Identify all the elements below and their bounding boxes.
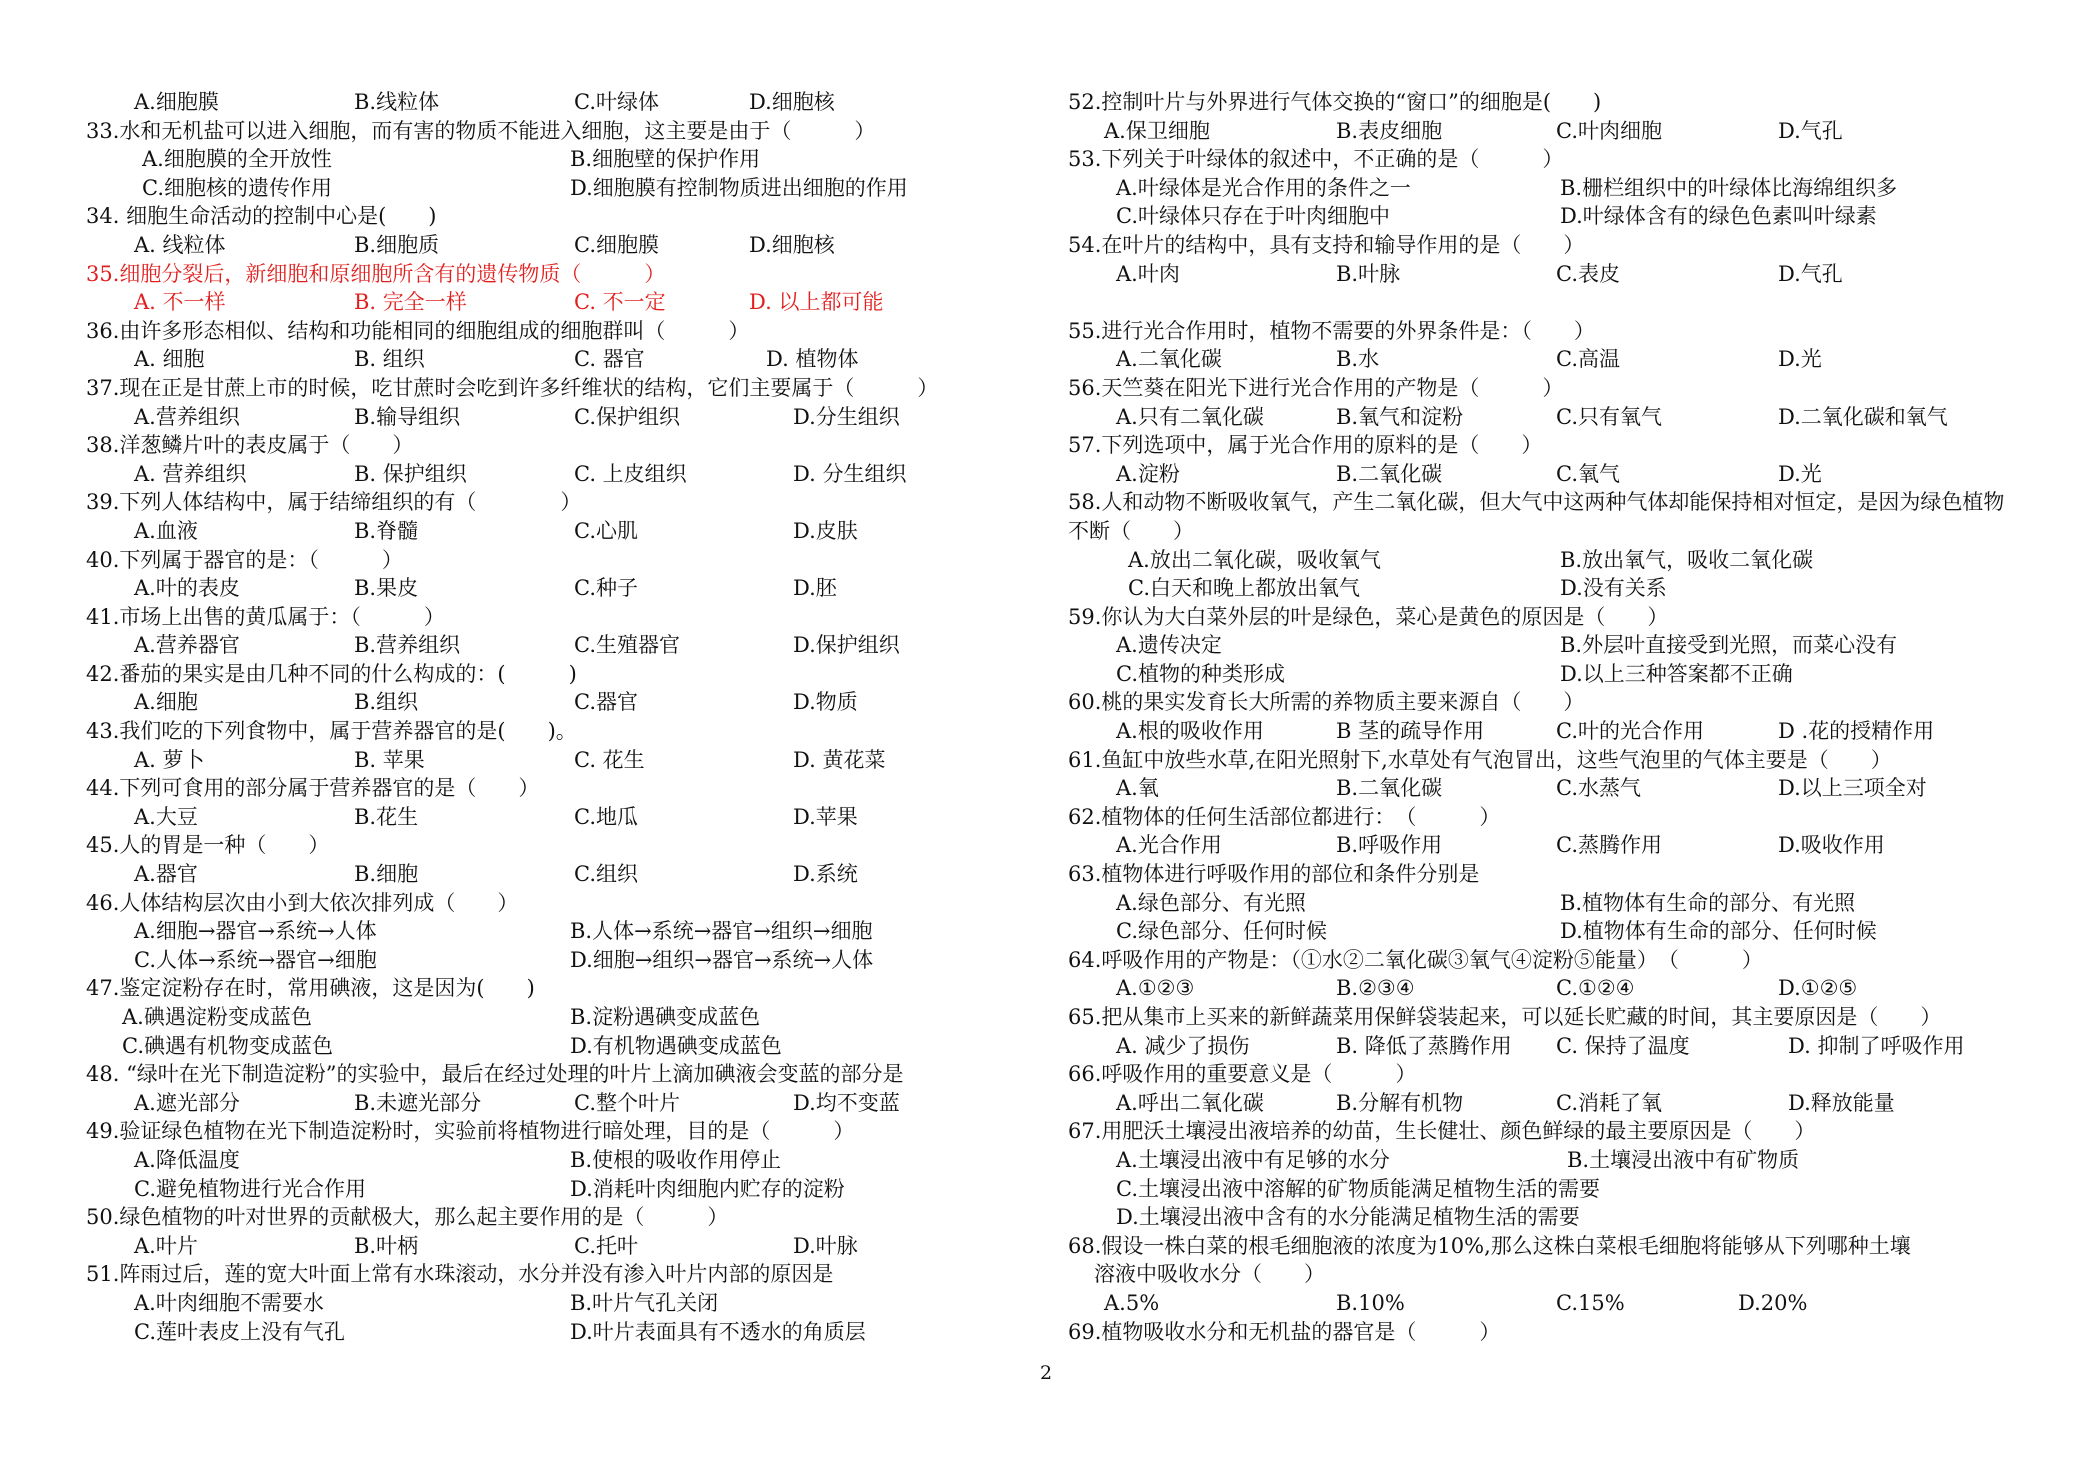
answer-option: B.②③④ [1336, 976, 1415, 1001]
answer-options-row [1068, 974, 2023, 1003]
answer-option: B.二氧化碳 [1336, 461, 1443, 486]
answer-option: B.叶片气孔关闭 [570, 1290, 719, 1315]
answer-option: D.以上三种答案都不正确 [1560, 661, 1793, 686]
answer-option: A.绿色部分、有光照 [1116, 890, 1306, 915]
question-text: 65.把从集市上买来的新鲜蔬菜用保鲜袋装起来，可以延长贮藏的时间，其主要原因是（ ） [1068, 1005, 1942, 1029]
answer-option: A.淀粉 [1116, 461, 1180, 486]
answer-option: A.叶肉细胞不需要水 [134, 1290, 324, 1315]
answer-option: D.光 [1778, 347, 1822, 372]
answer-option: A.碘遇淀粉变成蓝色 [122, 1005, 312, 1029]
answer-option: D. 植物体 [766, 347, 859, 372]
answer-option: A. 线粒体 [134, 232, 226, 257]
answer-option: A.叶片 [134, 1233, 198, 1258]
answer-option: C. 花生 [574, 747, 645, 772]
answer-option: C.消耗了氧 [1556, 1090, 1662, 1115]
answer-option: D.均不变蓝 [793, 1090, 900, 1115]
answer-option: C.地瓜 [574, 804, 638, 829]
answer-options-row [86, 1289, 1031, 1318]
answer-options-row [86, 1232, 1031, 1261]
answer-option: B. 保护组织 [354, 461, 467, 486]
answer-options-row [86, 946, 1031, 975]
answer-option: B.二氧化碳 [1336, 776, 1443, 801]
right-column [1068, 88, 2023, 1346]
answer-option: B.表皮细胞 [1336, 118, 1443, 143]
question-text: 61.鱼缸中放些水草,在阳光照射下,水草处有气泡冒出，这些气泡里的气体主要是（ ） [1068, 747, 1892, 772]
answer-options-row [86, 88, 1031, 117]
answer-options-row [86, 1318, 1031, 1347]
answer-option: B.淀粉遇碘变成蓝色 [570, 1005, 761, 1029]
question-text: 44.下列可食用的部分属于营养器官的是（ ） [86, 776, 540, 801]
question-text: 33.水和无机盐可以进入细胞，而有害的物质不能进入细胞，这主要是由于（ ） [86, 118, 876, 143]
question-text: 41.市场上出售的黄瓜属于：（ ） [86, 604, 445, 629]
answer-options-row [86, 231, 1031, 260]
answer-option: C.细胞核的遗传作用 [142, 175, 332, 200]
answer-option: A.氧 [1116, 776, 1159, 801]
answer-option: A.保卫细胞 [1104, 118, 1210, 143]
answer-option: C.只有氧气 [1556, 404, 1662, 429]
answer-option: D.物质 [793, 690, 858, 715]
question-text: 67.用肥沃土壤浸出液培养的幼苗，生长健壮、颜色鲜绿的最主要原因是（ ） [1068, 1119, 1816, 1144]
answer-option: D.没有关系 [1560, 576, 1667, 601]
answer-option: B. 苹果 [354, 747, 425, 772]
answer-options-row [86, 1032, 1031, 1061]
answer-options-row [1068, 1089, 2023, 1118]
answer-option: B.氧气和淀粉 [1336, 404, 1464, 429]
answer-option: C.①②④ [1556, 976, 1635, 1001]
answer-option: A. 萝卜 [134, 747, 205, 772]
answer-options-row [86, 917, 1031, 946]
answer-option: C.植物的种类形成 [1116, 661, 1285, 686]
answer-option: C.细胞膜 [574, 232, 659, 257]
answer-option: D.20% [1738, 1290, 1808, 1315]
answer-options-row [86, 1146, 1031, 1175]
answer-option: B.花生 [354, 804, 419, 829]
question-text: 69.植物吸收水分和无机盐的器官是（ ） [1068, 1319, 1501, 1344]
answer-option: B.分解有机物 [1336, 1090, 1464, 1115]
answer-options-row [86, 746, 1031, 775]
question-text: 51.阵雨过后，莲的宽大叶面上常有水珠滚动，水分并没有渗入叶片内部的原因是 [86, 1262, 834, 1287]
question-text: 57.下列选项中，属于光合作用的原料的是（ ） [1068, 433, 1543, 458]
answer-option: C.生殖器官 [574, 633, 680, 658]
answer-option: A.放出二氧化碳，吸收氧气 [1128, 547, 1381, 572]
answer-options-row [1068, 574, 2023, 603]
answer-options-row [1068, 717, 2023, 746]
answer-options-row [86, 688, 1031, 717]
answer-option: A.光合作用 [1116, 833, 1222, 858]
answer-option: B.水 [1336, 347, 1380, 372]
answer-option: C.心肌 [574, 518, 638, 543]
answer-option: C. 不一定 [574, 290, 666, 315]
answer-options-row [1068, 774, 2023, 803]
answer-option: A.细胞膜 [134, 90, 219, 114]
left-column [86, 88, 1031, 1346]
question-text: 46.人体结构层次由小到大依次排列成（ ） [86, 890, 519, 915]
answer-option: C.碘遇有机物变成蓝色 [122, 1033, 333, 1058]
answer-option: B 茎的疏导作用 [1336, 719, 1485, 744]
answer-option: D .花的授精作用 [1778, 719, 1935, 744]
question-text: 37.现在正是甘蔗上市的时候，吃甘蔗时会吃到许多纤维状的结构，它们主要属于（ ） [86, 375, 939, 400]
answer-option: C.土壤浸出液中溶解的矿物质能满足植物生活的需要 [1116, 1176, 1600, 1201]
answer-option: D.植物体有生命的部分、任何时候 [1560, 919, 1877, 944]
answer-options-row [1068, 1032, 2023, 1061]
answer-option: A. 不一样 [134, 290, 226, 315]
answer-option: B.营养组织 [354, 633, 461, 658]
answer-options-row [1068, 260, 2023, 289]
answer-options-row [86, 1003, 1031, 1032]
answer-option: D.气孔 [1778, 261, 1843, 286]
answer-option: A.营养组织 [134, 404, 240, 429]
answer-options-row [86, 403, 1031, 432]
answer-option: D.有机物遇碘变成蓝色 [570, 1033, 782, 1058]
answer-option: D. 以上都可能 [749, 290, 884, 315]
answer-option: C.高温 [1556, 347, 1620, 372]
question-text: 35.细胞分裂后，新细胞和原细胞所含有的遗传物质（ ） [86, 261, 666, 286]
answer-option: D.细胞膜有控制物质进出细胞的作用 [570, 175, 908, 200]
answer-option: A.器官 [134, 862, 198, 887]
answer-option: D.叶绿体含有的绿色色素叫叶绿素 [1560, 204, 1877, 229]
answer-option: A.叶绿体是光合作用的条件之一 [1116, 175, 1411, 200]
answer-option: D.细胞核 [749, 232, 835, 257]
answer-option: D.系统 [793, 862, 858, 887]
answer-option: D.细胞→组织→器官→系统→人体 [570, 947, 874, 972]
answer-option: C.组织 [574, 862, 638, 887]
answer-option: D.土壤浸出液中含有的水分能满足植物生活的需要 [1116, 1205, 1580, 1230]
answer-option: D.吸收作用 [1778, 833, 1885, 858]
question-text: 42.番茄的果实是由几种不同的什么构成的：( ) [86, 661, 577, 686]
answer-option: A.土壤浸出液中有足够的水分 [1116, 1147, 1390, 1172]
answer-option: B.输导组织 [354, 404, 461, 429]
question-text: 56.天竺葵在阳光下进行光合作用的产物是（ ） [1068, 375, 1564, 400]
question-text: 63.植物体进行呼吸作用的部位和条件分别是 [1068, 862, 1480, 887]
question-text: 49.验证绿色植物在光下制造淀粉时，实验前将植物进行暗处理，目的是（ ） [86, 1119, 855, 1144]
answer-options-row [86, 631, 1031, 660]
answer-option: D.①②⑤ [1778, 976, 1858, 1001]
answer-option: A.细胞 [134, 690, 198, 715]
answer-option: B.放出氧气，吸收二氧化碳 [1560, 547, 1814, 572]
answer-option: B.细胞壁的保护作用 [570, 147, 761, 172]
answer-option: C.15% [1556, 1290, 1625, 1315]
question-text: 53.下列关于叶绿体的叙述中，不正确的是（ ） [1068, 147, 1564, 172]
question-text: 50.绿色植物的叶对世界的贡献极大，那么起主要作用的是（ ） [86, 1205, 729, 1230]
answer-option: C.氧气 [1556, 461, 1620, 486]
answer-option: B.植物体有生命的部分、有光照 [1560, 890, 1856, 915]
question-text: 55.进行光合作用时，植物不需要的外界条件是：（ ） [1068, 318, 1595, 343]
answer-option: B.人体→系统→器官→组织→细胞 [570, 919, 873, 944]
answer-option: C.种子 [574, 576, 638, 601]
answer-options-row [86, 1089, 1031, 1118]
answer-option: D.光 [1778, 461, 1822, 486]
answer-option: A.①②③ [1116, 976, 1195, 1001]
answer-options-row [1068, 174, 2023, 203]
answer-option: B.土壤浸出液中有矿物质 [1567, 1147, 1800, 1172]
question-text: 48. “绿叶在光下制造淀粉”的实验中，最后在经过处理的叶片上滴加碘液会变蓝的部分是 [86, 1062, 904, 1087]
question-text: 68.假设一株白菜的根毛细胞液的浓度为10%,那么这株白菜根毛细胞将能够从下列哪种土壤 [1068, 1233, 1911, 1258]
answer-option: D.消耗叶肉细胞内贮存的淀粉 [570, 1176, 845, 1201]
answer-options-row [86, 174, 1031, 203]
answer-option: A.叶肉 [1116, 261, 1180, 286]
answer-options-row [1068, 631, 2023, 660]
answer-option: D.叶片表面具有不透水的角质层 [570, 1319, 866, 1344]
answer-option: D.保护组织 [793, 633, 900, 658]
answer-option: D.气孔 [1778, 118, 1843, 143]
question-text: 43.我们吃的下列食物中，属于营养器官的是( )。 [86, 719, 577, 744]
question-text: 60.桃的果实发育长大所需的养物质主要来源自（ ） [1068, 690, 1585, 715]
question-text: 54.在叶片的结构中，具有支持和输导作用的是（ ） [1068, 232, 1585, 257]
answer-option: B.叶柄 [354, 1233, 419, 1258]
question-text: 34. 细胞生命活动的控制中心是( ) [86, 204, 437, 229]
answer-option: A.根的吸收作用 [1116, 719, 1264, 744]
question-text: 58.人和动物不断吸收氧气，产生二氧化碳，但大气中这两种气体却能保持相对恒定，是因为绿色植物不断（ ） [1068, 490, 2005, 543]
answer-options-row [1068, 460, 2023, 489]
answer-option: B.细胞质 [354, 232, 440, 257]
answer-option: D.释放能量 [1788, 1090, 1895, 1115]
answer-option: C.叶绿体 [574, 90, 659, 114]
answer-option: B.栅栏组织中的叶绿体比海绵组织多 [1560, 175, 1898, 200]
answer-options-row [1068, 546, 2023, 575]
answer-options-row [1068, 1146, 2023, 1175]
answer-option: A.大豆 [134, 804, 198, 829]
question-text: 66.呼吸作用的重要意义是（ ） [1068, 1062, 1417, 1087]
answer-options-row [86, 345, 1031, 374]
answer-options-row [86, 860, 1031, 889]
answer-option: A.血液 [134, 518, 198, 543]
answer-options-row [86, 803, 1031, 832]
answer-option: C.绿色部分、任何时候 [1116, 919, 1327, 944]
answer-options-row [86, 145, 1031, 174]
answer-option: B.脊髓 [354, 518, 419, 543]
answer-option: D. 抑制了呼吸作用 [1788, 1033, 1965, 1058]
answer-option: B.线粒体 [354, 90, 440, 114]
answer-option: C.器官 [574, 690, 638, 715]
answer-option: D. 分生组织 [793, 461, 907, 486]
answer-option: B.组织 [354, 690, 419, 715]
question-text: 52.控制叶片与外界进行气体交换的“窗口”的细胞是( ) [1068, 90, 1602, 114]
answer-option: 溶液中吸收水分（ ） [1094, 1262, 1325, 1287]
answer-option: C. 上皮组织 [574, 461, 687, 486]
answer-option: C.保护组织 [574, 404, 680, 429]
answer-options-row [1068, 1203, 2023, 1232]
answer-option: C.叶肉细胞 [1556, 118, 1662, 143]
question-text: 36.由许多形态相似、结构和功能相同的细胞组成的细胞群叫（ ） [86, 318, 750, 343]
answer-option: A.遗传决定 [1116, 633, 1222, 658]
answer-option: D.叶脉 [793, 1233, 858, 1258]
answer-option: C.叶的光合作用 [1556, 719, 1704, 744]
answer-option: C.叶绿体只存在于叶肉细胞中 [1116, 204, 1390, 229]
answer-option: A.细胞膜的全开放性 [142, 147, 332, 172]
answer-options-row [86, 288, 1031, 317]
answer-option: D.二氧化碳和氧气 [1778, 404, 1948, 429]
answer-option: A. 营养组织 [134, 461, 247, 486]
answer-options-row [1068, 403, 2023, 432]
answer-options-row [1068, 1175, 2023, 1204]
answer-options-row [1068, 889, 2023, 918]
answer-option: B.外层叶直接受到光照，而菜心没有 [1560, 633, 1898, 658]
answer-option: A.降低温度 [134, 1147, 240, 1172]
answer-option: B. 完全一样 [354, 290, 467, 315]
page-number: 2 [1040, 1362, 1053, 1384]
answer-option: C.莲叶表皮上没有气孔 [134, 1319, 345, 1344]
answer-option: B.叶脉 [1336, 261, 1401, 286]
answer-option: B.10% [1336, 1290, 1405, 1315]
answer-option: D.细胞核 [749, 90, 835, 114]
answer-option: A.5% [1104, 1290, 1160, 1315]
question-text: 62.植物体的任何生活部位都进行： （ ） [1068, 804, 1501, 829]
answer-option: A.遮光部分 [134, 1090, 240, 1115]
answer-option: D.苹果 [793, 804, 858, 829]
answer-option: A. 减少了损伤 [1116, 1033, 1250, 1058]
answer-option: D.皮肤 [793, 518, 858, 543]
answer-option: B.呼吸作用 [1336, 833, 1443, 858]
question-text: 40.下列属于器官的是：（ ） [86, 547, 403, 572]
answer-option: A.呼出二氧化碳 [1116, 1090, 1264, 1115]
answer-options-row [1068, 917, 2023, 946]
answer-option: C.水蒸气 [1556, 776, 1641, 801]
answer-option: A.叶的表皮 [134, 576, 240, 601]
answer-options-row [1068, 1289, 2023, 1318]
answer-options-row [1068, 117, 2023, 146]
answer-option: B. 降低了蒸腾作用 [1336, 1033, 1512, 1058]
answer-option: A.营养器官 [134, 633, 240, 658]
answer-option: B.未遮光部分 [354, 1090, 482, 1115]
answer-option: B. 组织 [354, 347, 425, 372]
answer-option: A.二氧化碳 [1116, 347, 1222, 372]
spacer [1068, 288, 2023, 317]
answer-option: A.只有二氧化碳 [1116, 404, 1264, 429]
answer-option: C. 器官 [574, 347, 645, 372]
answer-options-row [1068, 345, 2023, 374]
answer-option: B.细胞 [354, 862, 419, 887]
answer-option: C.整个叶片 [574, 1090, 680, 1115]
question-text: 39.下列人体结构中，属于结缔组织的有（ ） [86, 490, 582, 515]
answer-option: C.白天和晚上都放出氧气 [1128, 576, 1360, 601]
answer-option: C.避免植物进行光合作用 [134, 1176, 366, 1201]
answer-options-row [1068, 831, 2023, 860]
answer-options-row [86, 1175, 1031, 1204]
question-text: 45.人的胃是一种（ ） [86, 833, 330, 858]
answer-options-row [86, 517, 1031, 546]
answer-options-row [1068, 202, 2023, 231]
answer-option: D.以上三项全对 [1778, 776, 1927, 801]
answer-option: C.蒸腾作用 [1556, 833, 1662, 858]
question-text: 59.你认为大白菜外层的叶是绿色，菜心是黄色的原因是（ ） [1068, 604, 1669, 629]
question-text: 38.洋葱鳞片叶的表皮属于（ ） [86, 433, 414, 458]
question-text: 47.鉴定淀粉存在时，常用碘液，这是因为( ) [86, 976, 535, 1001]
answer-option: A.细胞→器官→系统→人体 [134, 919, 377, 944]
answer-options-row [86, 460, 1031, 489]
answer-option: C. 保持了温度 [1556, 1033, 1690, 1058]
answer-options-row [86, 574, 1031, 603]
answer-option: A. 细胞 [134, 347, 205, 372]
answer-option: B.使根的吸收作用停止 [570, 1147, 782, 1172]
answer-options-row [1068, 1260, 2023, 1289]
answer-option: C.托叶 [574, 1233, 638, 1258]
answer-option: D. 黄花菜 [793, 747, 886, 772]
answer-option: C.人体→系统→器官→细胞 [134, 947, 377, 972]
answer-option: D.分生组织 [793, 404, 900, 429]
answer-option: B.果皮 [354, 576, 419, 601]
question-text: 64.呼吸作用的产物是：（①水②二氧化碳③氧气④淀粉⑤能量） （ ） [1068, 947, 1763, 972]
answer-option: D.胚 [793, 576, 837, 601]
answer-options-row [1068, 660, 2023, 689]
answer-option: C.表皮 [1556, 261, 1620, 286]
